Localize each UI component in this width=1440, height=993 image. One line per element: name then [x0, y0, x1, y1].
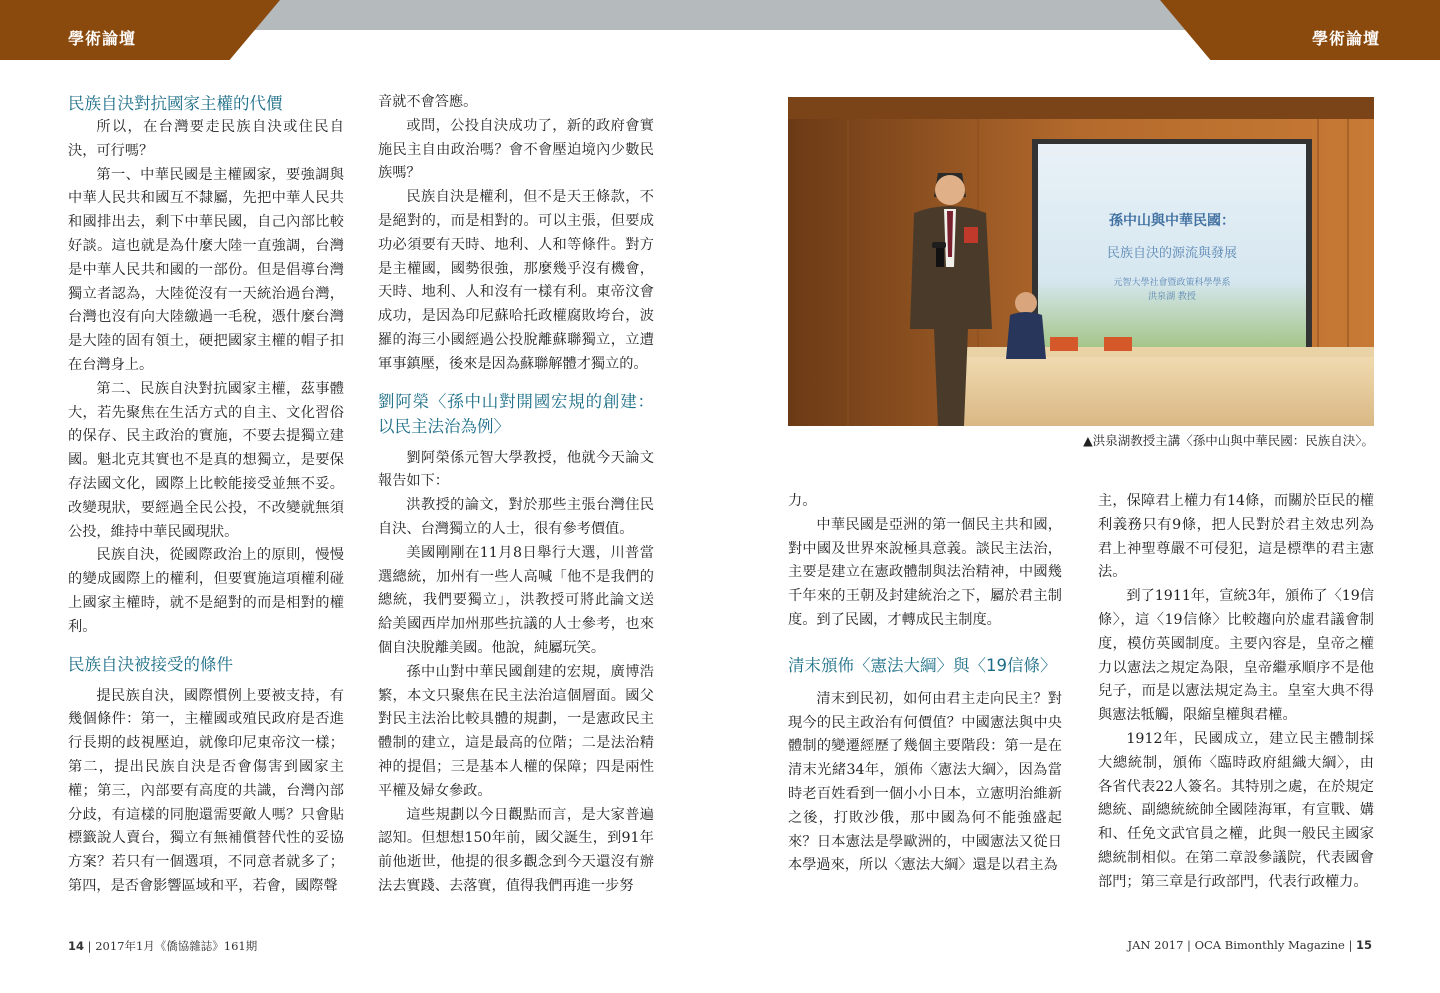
header-tab-left [0, 0, 280, 60]
paragraph: 清末到民初，如何由君主走向民主？對現今的民主政治有何價值？中國憲法與中央體制的變遷經歷了幾個主要階段：第一是在清末光緒34年，頒佈〈憲法大綱〉，因為當時老百姓看到一個小小日本，立憲明治維新之後，打敗沙俄，那中國為何不能強盛起來？日本憲法是學歐洲的，中國憲法又從日本學過來，所以〈憲法大綱〉還是以君主為 [788, 690, 1062, 874]
paragraph: 提民族自決，國際慣例上要被支持，有幾個條件：第一，主權國或殖民政府是否進行長期的歧視壓迫，就像印尼東帝汶一樣；第二，提出民族自決是否會傷害到國家主權；第三，內部要有高度的共識，台灣內部分歧，有這樣的同胞還需要敵人嗎？只會貼標籤說人賣台，獨立有無補償替代性的妥協方案？若只有一個選項，不同意者就多了；第四，是否會影響區域和平，若會，國際聲 [68, 687, 344, 894]
screen-subtitle: 民族自決的源流與發展 [1106, 246, 1238, 261]
paragraph: 音就不會答應。 [378, 94, 478, 110]
section-heading: 劉阿榮〈孫中山對開國宏規的創建：以民主法治為例〉 [378, 391, 654, 436]
paragraph: 第二、民族自決對抗國家主權，茲事體大，若先聚焦在生活方式的自主、文化習俗的保存、民主政治的實施，不要去提獨立建國。魁北克其實也不是真的想獨立，是要保存法國文化，國際上比較能接受並無不妥。改變現狀，要經過全民公投，不改變就無須公投，維持中華民國現狀。 [68, 380, 344, 540]
paragraph: 民族自決是權利，但不是天王條款，不是絕對的，而是相對的。可以主張，但要成功必須要有天時、地利、人和等條件。對方是主權國，國勢很強，那麼幾乎沒有機會，天時、地利、人和沒有一樣有利。東帝汶會成功，是因為印尼蘇哈托政權腐敗垮台，波羅的海三小國經過公投脫離蘇聯獨立，立遭軍事鎮壓，後來是因為蘇聯解體才獨立的。 [378, 189, 654, 372]
paragraph: 或問，公投自決成功了，新的政府會實施民主自由政治嗎？會不會壓迫境內少數民族嗎？ [378, 117, 654, 182]
paragraph: 第一、中華民國是主權國家，要強調與中華人民共和國互不隸屬，先把中華人民共和國排出去，剩下中華民國，自己內部比較好談。這也就是為什麼大陸一直強調，台灣是中華人民共和國的一部份。但是倡導台灣獨立者認為，大陸從沒有一天統治過台灣，台灣也沒有向大陸繳過一毛稅，憑什麼台灣是大陸的固有領土，硬把國家主權的帽子扣在台灣身上。 [68, 166, 344, 373]
footer-right: JAN 2017 | OCA Bimonthly Magazine | 15 [1127, 938, 1372, 952]
header-gray-band [230, 0, 1210, 30]
article-column-1 [68, 91, 344, 899]
page-number-left: 14 [68, 939, 85, 953]
article-column-4 [1098, 490, 1374, 895]
paragraph: 洪教授的論文，對於那些主張台灣住民自決、台灣獨立的人士，很有參考價值。 [378, 497, 654, 537]
section-heading: 清末頒佈〈憲法大綱〉與〈19信條〉 [788, 655, 1057, 675]
section-label-left: 學術論壇 [68, 29, 137, 48]
paragraph: 美國剛剛在11月8日舉行大選，川普當選總統，加州有一些人高喊「他不是我們的總統，我們要獨立」，洪教授可將此論文送給美國西岸加州那些抗議的人士參考，也來個自決脫離美國。他說，純屬玩笑。 [378, 544, 654, 656]
footer-issue-text: 2017年1月《僑協雜誌》161期 [95, 939, 258, 953]
top-header [0, 0, 1440, 60]
paragraph: 孫中山對中華民國創建的宏規，廣博浩繁，本文只聚焦在民主法治這個層面。國父對民主法治比較具體的規劃，一是憲政民主體制的建立，這是最高的位階；二是法治精神的提倡；三是基本人權的保障；四是兩性平權及婦女參政。 [378, 663, 654, 799]
lecture-photo [788, 97, 1374, 426]
article-column-2 [378, 91, 654, 899]
lapel-badge [964, 227, 978, 243]
section-label-right: 學術論壇 [1312, 29, 1381, 48]
paragraph: 中華民國是亞洲的第一個民主共和國，對中國及世界來說極具意義。談民主法治，主要是建立在憲政體制與法治精神，中國幾千年來的王朝及封建統治之下，屬於君主制度。到了民國，才轉成民主制度。 [788, 516, 1062, 628]
paragraph: 1912年，民國成立，建立民主體制採大總統制，頒佈〈臨時政府組織大綱〉，由各省代表22人簽名。其特別之處，在於規定總統、副總統統帥全國陸海軍，有宣戰、媾和、任免文武官員之權，此與一般民主國家總統制相似。在第二章設參議院，代表國會部門；第三章是行政部門，代表行政權力。 [1098, 730, 1374, 890]
lecture-scene-illustration [788, 97, 1374, 426]
paragraph: 劉阿榮係元智大學教授，他就今天論文報告如下： [378, 449, 654, 490]
header-tab-right [1160, 0, 1440, 60]
photo-caption: ▲洪泉湖教授主講〈孫中山與中華民國：民族自決〉。 [1083, 433, 1374, 448]
page-number-right: 15 [1355, 938, 1372, 952]
paragraph: 民族自決，從國際政治上的原則，慢慢的變成國際上的權利，但要實施這項權利碰上國家主權時，就不是絕對的而是相對的權利。 [68, 547, 344, 635]
screen-speaker: 洪泉湖 教授 [1148, 292, 1196, 302]
section-heading: 民族自決對抗國家主權的代價 [68, 94, 283, 113]
paragraph: 所以，在台灣要走民族自決或住民自決，可行嗎？ [68, 119, 344, 159]
section-heading: 民族自決被接受的條件 [68, 654, 233, 674]
screen-affiliation: 元智大學社會暨政策科學學系 [1113, 278, 1231, 288]
paragraph: 力。 [788, 493, 817, 509]
screen-title: 孫中山與中華民國： [1109, 213, 1235, 229]
article-column-3 [788, 490, 1062, 878]
paragraph: 主，保障君上權力有14條，而關於臣民的權利義務只有9條，把人民對於君主效忠列為君上神聖尊嚴不可侵犯，這是標準的君主憲法。 [1098, 493, 1374, 581]
footer-magazine-text: JAN 2017 | OCA Bimonthly Magazine [1127, 938, 1345, 952]
name-card [1104, 337, 1132, 351]
footer-left: 14 | 2017年1月《僑協雜誌》161期 [68, 939, 258, 953]
paragraph: 這些規劃以今日觀點而言，是大家普遍認知。但想想150年前，國父誕生，到91年前他逝世，他提的很多觀念到今天還沒有辦法去實踐、去落實，值得我們再進一步努 [378, 806, 654, 894]
name-card [1050, 337, 1078, 351]
paragraph: 到了1911年，宣統3年，頒佈了〈19信條〉，這〈19信條〉比較趨向於虛君議會制度，模仿英國制度。主要內容是，皇帝之權力以憲法之規定為限，皇帝繼承順序不是他兒子，而是以憲法規定為主。皇室大典不得與憲法牴觸，限縮皇權與君權。 [1098, 588, 1375, 724]
